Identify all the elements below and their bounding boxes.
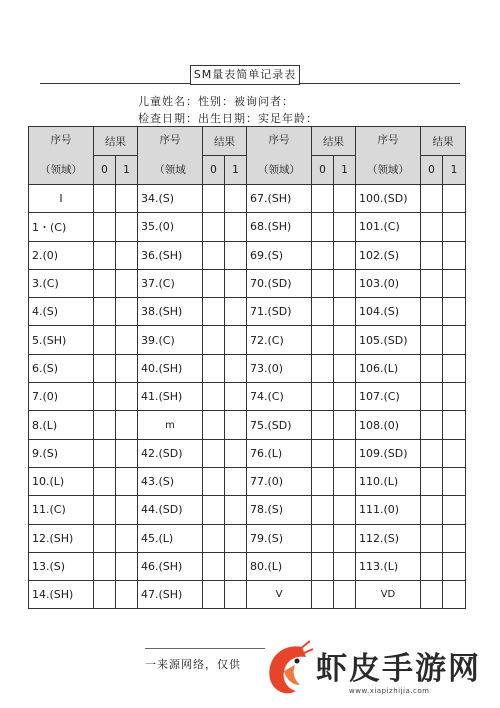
score-1-header: 1 (334, 156, 356, 185)
item-cell: 11.(C) (29, 496, 94, 524)
score-0-cell[interactable] (312, 552, 334, 580)
table-row (29, 496, 466, 524)
item-cell: 100.(SD) (356, 185, 421, 213)
score-1-cell[interactable] (225, 269, 247, 297)
item-cell: I (29, 185, 94, 213)
table-row (29, 439, 466, 467)
score-0-cell[interactable] (94, 439, 116, 467)
item-cell: 39.(C) (138, 326, 203, 354)
item-cell: 79.(S) (247, 524, 312, 552)
score-0-header: 0 (421, 156, 443, 185)
item-cell: 47.(SH) (138, 581, 203, 609)
score-0-cell[interactable] (421, 185, 443, 213)
score-0-cell[interactable] (94, 524, 116, 552)
seq-header-1: 序号 （领域） (29, 127, 94, 185)
item-cell: 68.(SH) (247, 213, 312, 241)
score-1-cell[interactable] (334, 496, 356, 524)
item-cell: 37.(C) (138, 269, 203, 297)
table-row (29, 213, 466, 241)
date-info-line: 检查日期：出生日期：实足年龄： (138, 112, 318, 125)
page-title: SM量表简单记录表 (190, 65, 300, 85)
score-1-cell[interactable] (443, 298, 466, 326)
item-cell: 5.(SH) (29, 326, 94, 354)
item-cell: 72.(C) (247, 326, 312, 354)
score-0-cell[interactable] (421, 213, 443, 241)
score-1-cell[interactable] (443, 185, 466, 213)
score-1-cell[interactable] (116, 213, 138, 241)
score-1-cell[interactable] (443, 326, 466, 354)
score-1-cell[interactable] (334, 185, 356, 213)
item-cell: 3.(C) (29, 269, 94, 297)
table-row (29, 383, 466, 411)
score-1-cell[interactable] (334, 467, 356, 495)
item-cell: 35.(0) (138, 213, 203, 241)
score-1-cell[interactable] (116, 241, 138, 269)
item-cell: 4.(S) (29, 298, 94, 326)
item-cell: 113.(L) (356, 552, 421, 580)
score-1-cell[interactable] (443, 581, 466, 609)
score-1-cell[interactable] (225, 383, 247, 411)
item-cell: 14.(SH) (29, 581, 94, 609)
score-1-cell[interactable] (116, 552, 138, 580)
score-0-cell[interactable] (421, 552, 443, 580)
shrimp-logo-icon (262, 639, 314, 699)
score-0-cell[interactable] (94, 411, 116, 439)
score-1-cell[interactable] (443, 213, 466, 241)
score-1-cell[interactable] (116, 326, 138, 354)
result-header-2: 结果 (203, 127, 247, 156)
item-cell: 104.(S) (356, 298, 421, 326)
score-0-cell[interactable] (312, 354, 334, 382)
table-row (29, 354, 466, 382)
item-cell: 71.(SD) (247, 298, 312, 326)
item-cell: 13.(S) (29, 552, 94, 580)
score-1-cell[interactable] (225, 213, 247, 241)
result-header-3: 结果 (312, 127, 356, 156)
score-0-header: 0 (203, 156, 225, 185)
score-1-cell[interactable] (116, 496, 138, 524)
score-0-cell[interactable] (203, 524, 225, 552)
item-cell: 105.(SD) (356, 326, 421, 354)
table-row (29, 552, 466, 580)
item-cell: 80.(L) (247, 552, 312, 580)
score-0-cell[interactable] (312, 326, 334, 354)
item-cell: 69.(S) (247, 241, 312, 269)
score-1-header: 1 (225, 156, 247, 185)
score-1-header: 1 (443, 156, 466, 185)
score-1-cell[interactable] (443, 383, 466, 411)
score-1-cell[interactable] (334, 241, 356, 269)
seq-header-2: 序号 （领域 (138, 127, 203, 185)
score-0-cell[interactable] (312, 467, 334, 495)
item-cell: 102.(S) (356, 241, 421, 269)
item-cell: 76.(L) (247, 439, 312, 467)
score-1-cell[interactable] (225, 298, 247, 326)
score-0-cell[interactable] (421, 411, 443, 439)
item-cell: 36.(SH) (138, 241, 203, 269)
source-note: 一来源网络，仅供 (145, 658, 241, 671)
score-1-cell[interactable] (225, 496, 247, 524)
table-row (29, 467, 466, 495)
item-cell: m (138, 411, 203, 439)
score-0-cell[interactable] (312, 383, 334, 411)
item-cell: 75.(SD) (247, 411, 312, 439)
score-1-cell[interactable] (116, 354, 138, 382)
score-1-cell[interactable] (334, 439, 356, 467)
item-cell: 43.(S) (138, 467, 203, 495)
score-1-cell[interactable] (116, 269, 138, 297)
score-0-cell[interactable] (203, 581, 225, 609)
score-0-cell[interactable] (312, 298, 334, 326)
score-1-cell[interactable] (334, 383, 356, 411)
score-0-cell[interactable] (94, 241, 116, 269)
score-0-cell[interactable] (312, 241, 334, 269)
score-1-cell[interactable] (225, 467, 247, 495)
score-1-cell[interactable] (443, 552, 466, 580)
table-row (29, 524, 466, 552)
score-0-cell[interactable] (312, 213, 334, 241)
header-row (29, 127, 466, 156)
score-0-cell[interactable] (203, 467, 225, 495)
score-0-cell[interactable] (421, 496, 443, 524)
score-1-cell[interactable] (443, 411, 466, 439)
score-1-header: 1 (116, 156, 138, 185)
score-0-cell[interactable] (203, 185, 225, 213)
item-cell: 10.(L) (29, 467, 94, 495)
score-1-cell[interactable] (443, 496, 466, 524)
score-0-cell[interactable] (421, 383, 443, 411)
score-1-cell[interactable] (334, 524, 356, 552)
score-1-cell[interactable] (443, 269, 466, 297)
score-0-cell[interactable] (203, 439, 225, 467)
item-cell: 40.(SH) (138, 354, 203, 382)
score-0-cell[interactable] (94, 269, 116, 297)
score-0-cell[interactable] (421, 269, 443, 297)
score-0-cell[interactable] (94, 213, 116, 241)
score-1-cell[interactable] (225, 411, 247, 439)
table-row (29, 241, 466, 269)
score-1-cell[interactable] (116, 524, 138, 552)
score-1-cell[interactable] (225, 185, 247, 213)
score-0-cell[interactable] (203, 354, 225, 382)
score-1-cell[interactable] (443, 439, 466, 467)
score-1-cell[interactable] (334, 213, 356, 241)
score-1-cell[interactable] (334, 411, 356, 439)
score-0-cell[interactable] (94, 467, 116, 495)
score-0-cell[interactable] (312, 581, 334, 609)
score-0-cell[interactable] (203, 552, 225, 580)
item-cell: 41.(SH) (138, 383, 203, 411)
score-1-cell[interactable] (334, 269, 356, 297)
score-0-cell[interactable] (312, 439, 334, 467)
item-cell: 103.(0) (356, 269, 421, 297)
item-cell: 106.(L) (356, 354, 421, 382)
score-1-cell[interactable] (443, 524, 466, 552)
seq-header-4: 序号 （领域） (356, 127, 421, 185)
score-1-cell[interactable] (116, 185, 138, 213)
score-0-cell[interactable] (94, 326, 116, 354)
score-0-cell[interactable] (312, 185, 334, 213)
item-cell: 42.(SD) (138, 439, 203, 467)
table-row (29, 581, 466, 609)
score-0-cell[interactable] (421, 298, 443, 326)
item-cell: 108.(0) (356, 411, 421, 439)
score-1-cell[interactable] (334, 298, 356, 326)
item-cell: 2.(0) (29, 241, 94, 269)
score-0-cell[interactable] (421, 326, 443, 354)
result-header-4: 结果 (421, 127, 466, 156)
score-0-cell[interactable] (421, 354, 443, 382)
score-1-cell[interactable] (334, 552, 356, 580)
score-0-cell[interactable] (421, 467, 443, 495)
table-row (29, 269, 466, 297)
score-0-cell[interactable] (94, 354, 116, 382)
item-cell: 8.(L) (29, 411, 94, 439)
score-0-cell[interactable] (421, 241, 443, 269)
item-cell: VD (356, 581, 421, 609)
score-1-cell[interactable] (116, 411, 138, 439)
item-cell: 9.(S) (29, 439, 94, 467)
score-0-cell[interactable] (421, 439, 443, 467)
footer-rule (145, 648, 265, 649)
score-1-cell[interactable] (225, 439, 247, 467)
result-header-1: 结果 (94, 127, 138, 156)
item-cell: 110.(L) (356, 467, 421, 495)
item-cell: 7.(0) (29, 383, 94, 411)
watermark-text: 虾皮手游网 (316, 651, 481, 687)
seq-header-3: 序号 （领域） (247, 127, 312, 185)
score-0-cell[interactable] (203, 383, 225, 411)
item-cell: 70.(SD) (247, 269, 312, 297)
score-1-cell[interactable] (116, 467, 138, 495)
record-table (28, 126, 466, 609)
item-cell: 111.(0) (356, 496, 421, 524)
table-row (29, 411, 466, 439)
score-0-cell[interactable] (203, 326, 225, 354)
score-1-cell[interactable] (225, 354, 247, 382)
item-cell: 12.(SH) (29, 524, 94, 552)
score-0-cell[interactable] (312, 411, 334, 439)
item-cell: 45.(L) (138, 524, 203, 552)
watermark-url: www.xiapizhijia.com (349, 687, 430, 695)
table-row (29, 298, 466, 326)
score-0-cell[interactable] (94, 496, 116, 524)
item-cell: 44.(SD) (138, 496, 203, 524)
watermark (262, 637, 492, 703)
score-1-cell[interactable] (334, 581, 356, 609)
item-cell: 73.(0) (247, 354, 312, 382)
item-cell: 38.(SH) (138, 298, 203, 326)
score-0-cell[interactable] (203, 411, 225, 439)
score-0-cell[interactable] (94, 298, 116, 326)
score-1-cell[interactable] (334, 326, 356, 354)
score-1-cell[interactable] (225, 552, 247, 580)
item-cell: 112.(S) (356, 524, 421, 552)
score-1-cell[interactable] (443, 467, 466, 495)
score-1-cell[interactable] (443, 354, 466, 382)
score-1-cell[interactable] (116, 383, 138, 411)
item-cell: 34.(S) (138, 185, 203, 213)
score-0-header: 0 (312, 156, 334, 185)
table-row (29, 185, 466, 213)
score-0-cell[interactable] (203, 213, 225, 241)
score-0-cell[interactable] (203, 496, 225, 524)
score-0-cell[interactable] (94, 185, 116, 213)
score-1-cell[interactable] (116, 298, 138, 326)
item-cell: 1・(C) (29, 213, 94, 241)
score-1-cell[interactable] (225, 524, 247, 552)
item-cell: 67.(SH) (247, 185, 312, 213)
score-1-cell[interactable] (334, 354, 356, 382)
score-0-cell[interactable] (203, 298, 225, 326)
score-1-cell[interactable] (225, 326, 247, 354)
item-cell: 6.(S) (29, 354, 94, 382)
item-cell: 46.(SH) (138, 552, 203, 580)
score-0-cell[interactable] (312, 496, 334, 524)
item-cell: 78.(S) (247, 496, 312, 524)
child-info-line: 儿童姓名：性别：被询问者： (138, 95, 294, 108)
score-0-cell[interactable] (94, 581, 116, 609)
item-cell: V (247, 581, 312, 609)
score-0-cell[interactable] (421, 581, 443, 609)
score-1-cell[interactable] (443, 241, 466, 269)
item-cell: 107.(C) (356, 383, 421, 411)
score-0-cell[interactable] (94, 552, 116, 580)
score-0-cell[interactable] (312, 269, 334, 297)
item-cell: 109.(SD) (356, 439, 421, 467)
item-cell: 77.(0) (247, 467, 312, 495)
table-row (29, 326, 466, 354)
score-0-cell[interactable] (421, 524, 443, 552)
score-1-cell[interactable] (225, 241, 247, 269)
score-0-cell[interactable] (203, 241, 225, 269)
score-0-header: 0 (94, 156, 116, 185)
score-1-cell[interactable] (225, 581, 247, 609)
item-cell: 101.(C) (356, 213, 421, 241)
score-0-cell[interactable] (94, 383, 116, 411)
score-0-cell[interactable] (203, 269, 225, 297)
score-1-cell[interactable] (116, 581, 138, 609)
score-0-cell[interactable] (312, 524, 334, 552)
item-cell: 74.(C) (247, 383, 312, 411)
score-1-cell[interactable] (116, 439, 138, 467)
